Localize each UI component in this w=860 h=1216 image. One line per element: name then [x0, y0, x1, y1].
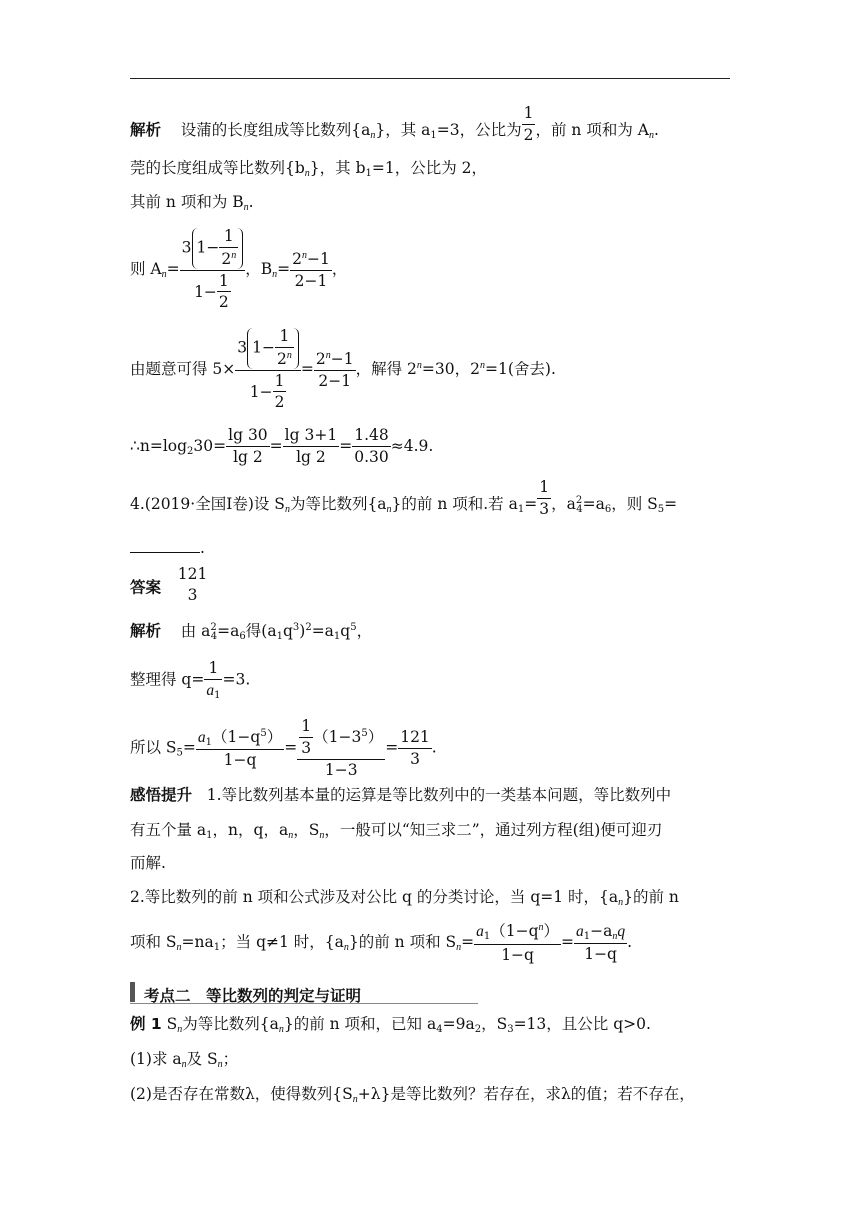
answer-blank-line: . — [130, 538, 205, 557]
heading-bar — [130, 982, 135, 1002]
fraction-bn: $\frac{2^n-1}{2-1}$ — [292, 249, 330, 290]
insight-line-5: 项和 $S_n=na_1$；当 q≠1 时，$\{a_n\}$的前 n 项和 $S_n=$ $\frac{a_1(1-q^n)}{1-q}$ = $\frac{a_1-a_nq}{1-q}$ . — [130, 921, 633, 964]
solution-line-1: 解析 设蒲的长度组成等比数列$\{a_n\}$，其 $a_1=3$，公比为 $\frac{1}{2}$ ，前 n 项和为 $A_n$. — [130, 104, 659, 144]
example-part-2: (2)是否存在常数λ，使得数列$\{S_n+\lambda\}$是等比数列？若存在，求λ的值；若不存在， — [130, 1085, 695, 1105]
formula-an-bn: 则 $A_n=$ 3 1− $\frac{1}{2^n}$ 1− $\frac{1}{2}$ ，$B_n=$ $\frac{2^n-1}{2-1}$ ， — [130, 227, 348, 312]
answer-line — [130, 565, 209, 605]
fraction-an: 3 1− $\frac{1}{2^n}$ 1− $\frac{1}{2}$ — [180, 228, 246, 312]
insight-line-3: 而解. — [130, 854, 166, 872]
example-label: 例 1 — [130, 1015, 162, 1033]
solution-line-2: 莞的长度组成等比数列$\{b_n\}$，其 $b_1=1$，公比为 2， — [130, 159, 488, 179]
formula-log: $\therefore n=\log_230=$ $\frac{\lg 30}{\lg 2}$ = $\frac{\lg 3+1}{\lg 2}$ = $\frac{1.48}{0.30}$ ≈4.9. — [130, 426, 434, 466]
insight-line-4: 2.等比数列的前 n 项和公式涉及对公比 q 的分类讨论，当 q=1 时，$\{a_n\}$的前 n — [130, 888, 679, 908]
solution-line-5: 整理得 q= $\frac{1}{a_1}$ =3. — [130, 659, 251, 701]
insight-line-1: 感悟提升 1.等比数列基本量的运算是等比数列中的一类基本问题，等比数列中 — [130, 786, 672, 804]
example-part-1: (1)求 $a_n$及 $S_n$； — [130, 1050, 239, 1070]
answer-fraction: 121 3 — [177, 565, 208, 604]
problem-4: 4.(2019·全国Ⅰ卷)设 $S_n$为等比数列$\{a_n\}$的前 n 项和.若 $a_1=$ $\frac{1}{3}$ ，$a^2_4=a_6$，则 $S_5=$ — [130, 478, 678, 518]
solution-line-6: 所以 $S_5=$ $\frac{a_1(1-q^5)}{1-q}$ = $\frac{1}{3}$ $(1-3^5)$ 1−3 = $\frac{121}{3}$ . — [130, 717, 437, 779]
solution-label: 解析 — [130, 120, 162, 139]
example-1: 例 1 $S_n$为等比数列$\{a_n\}$的前 n 项和，已知 $a_4=9a_2$，$S_3=13$，且公比 q>0. — [130, 1015, 651, 1035]
answer-label: 答案 — [130, 578, 162, 597]
solution-line-4: 解析 由 $a^2_4=a_6$得$(a_1q^3)^2=a_1q^5$， — [130, 622, 373, 642]
header-rule — [130, 78, 730, 79]
insight-label: 感悟提升 — [130, 786, 193, 804]
heading-underline — [130, 1003, 478, 1004]
formula-equation: 由题意可得 5× 3 1− $\frac{1}{2^n}$ 1− $\frac{1}{2}$ = $\frac{2^n-1}{2-1}$ ，解得 $2^n=30$，$2^n=1$(舍去). — [130, 327, 556, 412]
answer-blank — [130, 538, 200, 553]
section-title: 考点二 等比数列的判定与证明 — [144, 987, 362, 1005]
fraction-half: $\frac{1}{2}$ — [523, 104, 534, 144]
insight-line-2: 有五个量 $a_1$，n，q，$a_n$，$S_n$，一般可以“知三求二”，通过列方程(组)便可迎刃 — [130, 821, 663, 841]
fraction-an-2: 3 1− $\frac{1}{2^n}$ 1− $\frac{1}{2}$ — [235, 328, 301, 412]
solution-line-3: 其前 n 项和为 $B_n$. — [130, 193, 254, 213]
section-heading — [130, 982, 478, 1005]
